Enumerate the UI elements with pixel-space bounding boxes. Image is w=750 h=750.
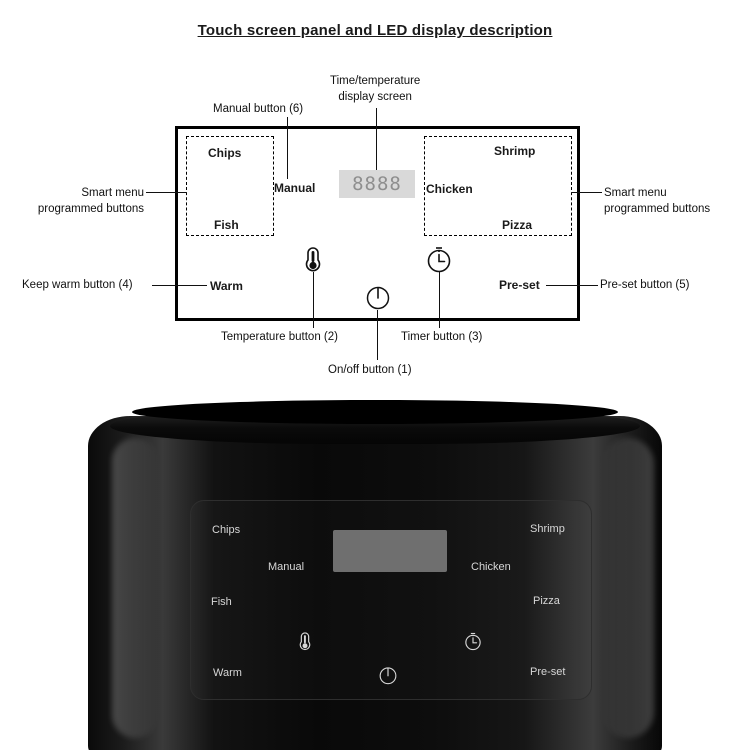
button-manual[interactable]: Manual	[274, 181, 316, 195]
leader-line-manual-v	[287, 117, 288, 179]
body-highlight-left	[112, 438, 158, 738]
leader-line-onoff-v	[377, 310, 378, 360]
button-keep-warm[interactable]: Warm	[210, 279, 243, 293]
photo-button-keep-warm[interactable]: Warm	[213, 667, 242, 679]
callout-timer-button: Timer button (3)	[401, 331, 483, 343]
photo-button-fish[interactable]: Fish	[211, 596, 232, 608]
photo-button-pizza[interactable]: Pizza	[533, 595, 560, 607]
leader-line-timer-v	[439, 272, 440, 328]
callout-temperature-button: Temperature button (2)	[221, 331, 338, 343]
callout-manual-button: Manual button (6)	[213, 103, 304, 115]
photo-button-chicken[interactable]: Chicken	[471, 561, 511, 573]
leader-line-smart-right	[572, 192, 602, 193]
button-preset[interactable]: Pre-set	[499, 278, 540, 292]
photo-power-icon[interactable]	[377, 664, 399, 691]
callout-preset-button: Pre-set button (5)	[600, 279, 690, 291]
led-display	[339, 170, 415, 198]
callout-smart-menu-right-line1: Smart menu	[604, 187, 667, 199]
photo-button-chips[interactable]: Chips	[212, 524, 241, 536]
callout-onoff-button: On/off button (1)	[328, 364, 412, 376]
photo-led-display	[333, 530, 447, 572]
photo-button-shrimp[interactable]: Shrimp	[530, 523, 565, 535]
photo-thermometer-icon[interactable]	[295, 630, 315, 657]
callout-smart-menu-left	[14, 186, 144, 217]
leader-line-keep-warm	[152, 285, 207, 286]
callout-display-screen	[330, 74, 420, 105]
button-fish[interactable]: Fish	[214, 218, 239, 232]
callout-smart-menu-right	[604, 186, 710, 217]
leader-line-smart-left	[146, 192, 186, 193]
button-chips[interactable]: Chips	[208, 146, 242, 160]
appliance-photo	[0, 398, 750, 750]
body-highlight-right	[602, 438, 654, 738]
callout-smart-menu-left-line1: Smart menu	[81, 187, 144, 199]
button-pizza[interactable]: Pizza	[502, 218, 533, 232]
power-icon[interactable]	[364, 283, 392, 316]
button-shrimp[interactable]: Shrimp	[494, 144, 536, 158]
callout-smart-menu-right-line2: programmed buttons	[604, 202, 711, 215]
leader-line-temperature-v	[313, 272, 314, 328]
callout-display-screen-line1: Time/temperature	[330, 75, 421, 87]
callout-smart-menu-left-line2: programmed buttons	[37, 202, 144, 215]
photo-button-preset[interactable]: Pre-set	[530, 666, 566, 678]
appliance-top-opening	[132, 400, 618, 424]
callout-keep-warm-button: Keep warm button (4)	[22, 279, 133, 291]
led-digits: 8888	[352, 173, 402, 195]
button-chicken[interactable]: Chicken	[426, 182, 473, 196]
callout-display-screen-line2: display screen	[338, 90, 412, 103]
photo-clock-icon[interactable]	[463, 630, 483, 657]
page-title: Touch screen panel and LED display description	[197, 22, 553, 39]
photo-button-manual[interactable]: Manual	[268, 561, 305, 573]
leader-line-preset	[546, 285, 598, 286]
leader-line-display	[376, 108, 377, 170]
